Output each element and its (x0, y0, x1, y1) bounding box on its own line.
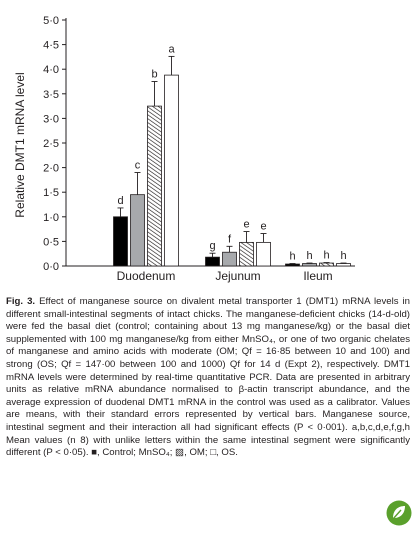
bar (320, 263, 334, 266)
y-tick-label: 4·0 (43, 64, 59, 77)
bar (286, 264, 300, 266)
y-tick-label: 5·0 (43, 15, 59, 27)
y-axis-label: Relative DMT1 mRNA level (13, 72, 27, 218)
bar (165, 75, 179, 266)
significance-letter: h (340, 250, 347, 263)
significance-letter: b (151, 68, 158, 81)
bar (240, 242, 254, 266)
bar (148, 106, 162, 266)
y-tick-label: 3·0 (43, 113, 59, 126)
significance-letter: h (289, 250, 296, 263)
significance-letter: f (227, 233, 232, 246)
y-tick-label: 1·5 (43, 187, 59, 200)
y-tick-label: 0·5 (43, 236, 59, 249)
y-tick-label: 4·5 (43, 39, 59, 52)
significance-letter: h (323, 249, 330, 262)
figure-caption-text: Effect of manganese source on divalent metal transporter 1 (DMT1) mRNA levels in different small-intestinal segments of intact chicks. The manganese-deficient chicks (14-d-old) were fed the basal diet (control; containing about 13 mg manganese/kg) or the basal diet supplemented with 100 mg manganese/kg from either MnSO₄, or one of two organic chelates of manganese and amino acids with moderate (OM; Qf = 16·85 between 10 and 100) and strong (OS; Qf = 147·00 between 100 and 1000) Qf for 14 d (Expt 2), respectively. DMT1 mRNA levels were determined by real-time quantitative PCR. Data are presented in arbitrary units as relative mRNA abundance normalised to β-actin transcript abundance, and the average expression of duodenal DMT1 mRNA in the control was used as a calibrator. Values are means, with their standard errors represented by vertical bars. Manganese source, intestinal segment and their interaction all had significant effects (P < 0·001). a,b,c,d,e,f,g,h Mean values (n 8) with unlike letters within the same intestinal segment were significantly different (P < 0·05). ■, Control; MnSO₄; ▨, OM; □, OS. (6, 296, 411, 459)
bar (223, 252, 237, 266)
significance-letter: e (260, 220, 267, 233)
y-tick-label: 1·0 (43, 211, 59, 224)
green-leaf-logo-icon (386, 500, 412, 526)
x-category-label: Jejunum (215, 269, 261, 283)
chart-marks (114, 43, 351, 266)
significance-letter: c (134, 159, 141, 172)
x-category-label: Duodenum (116, 269, 176, 283)
bar (303, 264, 317, 266)
significance-letter: g (209, 240, 216, 253)
y-tick-label: 0·0 (43, 261, 59, 273)
figure-label: Fig. 3. (6, 296, 36, 307)
bar (114, 217, 128, 266)
significance-letter: h (306, 250, 313, 263)
x-category-label: Ileum (303, 269, 333, 283)
y-tick-label: 2·0 (43, 162, 59, 175)
significance-letter: a (168, 43, 175, 56)
figure-caption (6, 296, 410, 460)
bar (206, 257, 220, 266)
bar (131, 195, 145, 266)
chart-axes (43, 15, 355, 283)
y-tick-label: 3·5 (43, 88, 59, 101)
bar (257, 242, 271, 266)
significance-letter: d (117, 194, 124, 207)
significance-letter: e (243, 218, 250, 231)
bar (337, 264, 351, 266)
y-tick-label: 2·5 (43, 138, 59, 150)
